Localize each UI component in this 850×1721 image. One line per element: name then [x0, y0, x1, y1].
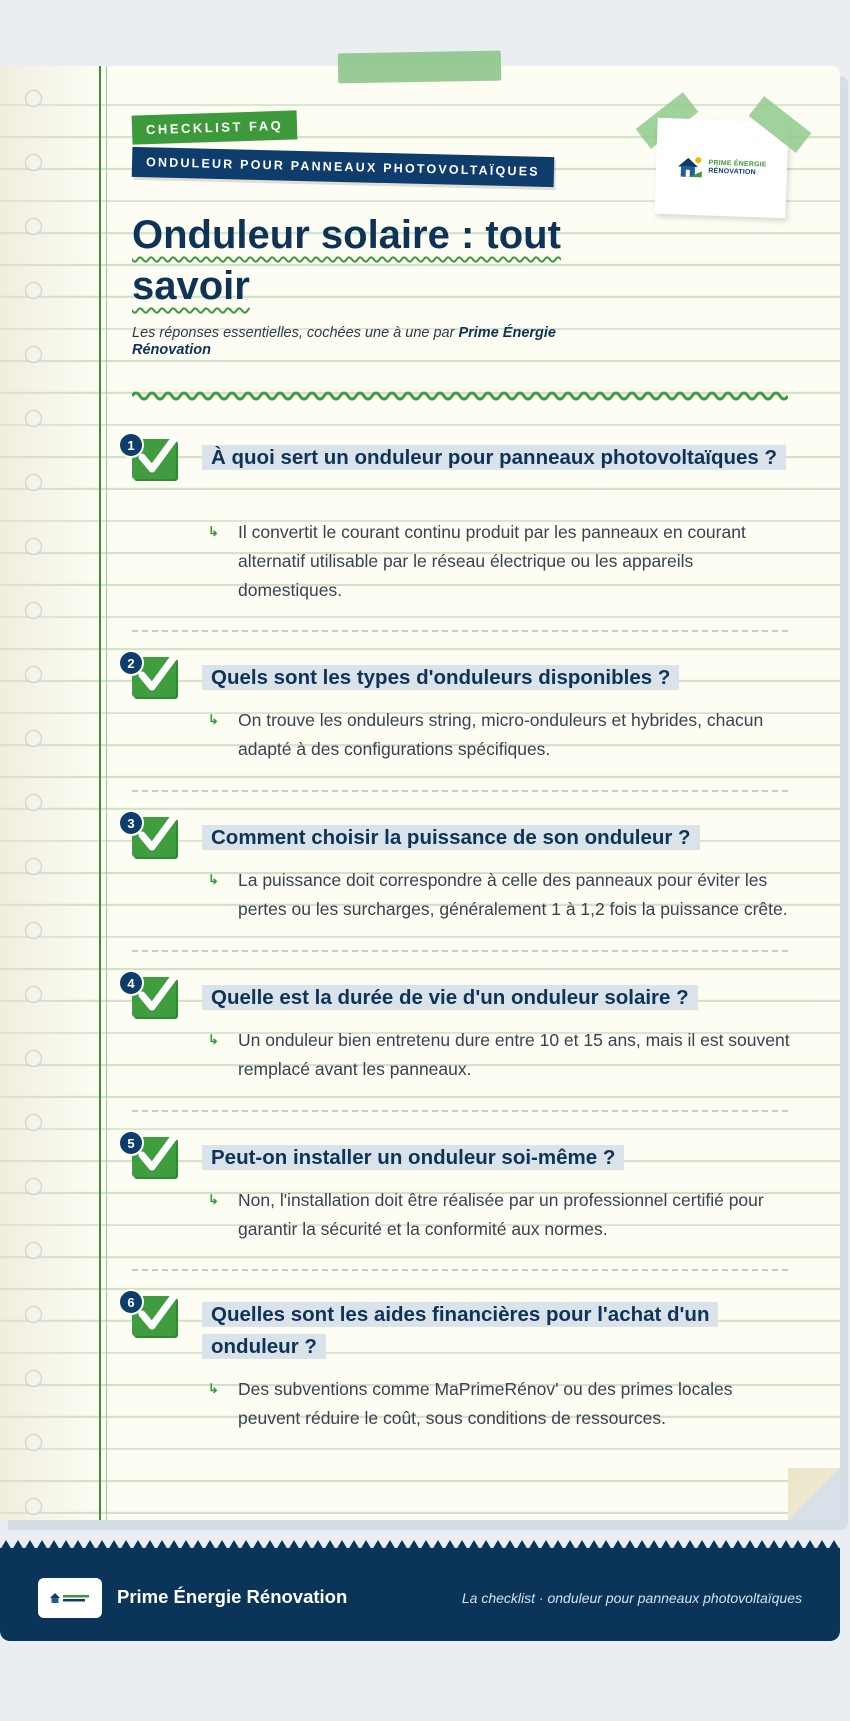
- answer-arrow-icon: ↳: [208, 524, 219, 539]
- footer-brand: Prime Énergie Rénovation: [117, 1586, 348, 1607]
- answer-arrow-icon: ↳: [208, 1032, 219, 1047]
- binder-hole: [25, 474, 42, 491]
- tag-topic: ONDULEUR POUR PANNEAUX PHOTOVOLTAÏQUES: [132, 147, 555, 187]
- binder-hole: [25, 1242, 42, 1259]
- binder-hole: [25, 1178, 42, 1195]
- subtitle-text: Les réponses essentielles, cochées une à une par: [132, 325, 459, 341]
- title-line-1: Onduleur solaire : tout: [132, 213, 561, 257]
- binder-hole: [25, 90, 42, 107]
- margin-line-secondary: [106, 66, 107, 1520]
- footer-logo: [38, 1578, 102, 1618]
- faq-question: [202, 982, 792, 1014]
- question-text: Quelles sont les aides financières pour l'achat d'un onduleur ?: [202, 1302, 718, 1359]
- dashed-separator: [132, 630, 788, 632]
- question-text: Comment choisir la puissance de son onduleur ?: [202, 825, 700, 850]
- binder-hole: [25, 602, 42, 619]
- tag-checklist-faq: CHECKLIST FAQ: [132, 110, 298, 144]
- answer-arrow-icon: ↳: [208, 1381, 219, 1396]
- footer-logo-icon: [48, 1591, 92, 1605]
- subtitle-brand: Prime Énergie Rénovation: [132, 325, 556, 358]
- binder-hole: [25, 730, 42, 747]
- question-text: Peut-on installer un onduleur soi-même ?: [202, 1145, 624, 1170]
- binder-hole: [25, 154, 42, 171]
- binder-hole: [25, 1370, 42, 1387]
- binder-hole: [25, 1306, 42, 1323]
- item-number-badge: 6: [118, 1289, 144, 1315]
- page-corner-fold: [788, 1468, 840, 1520]
- binder-hole: [25, 1050, 42, 1067]
- item-number-badge: 2: [118, 650, 144, 676]
- margin-line: [99, 66, 101, 1520]
- binder-hole: [25, 410, 42, 427]
- binder-hole: [25, 1434, 42, 1451]
- binder-hole: [25, 666, 42, 683]
- logo-text: [708, 160, 767, 178]
- question-text: Quelle est la durée de vie d'un onduleur solaire ?: [202, 985, 698, 1010]
- logo-line-2: RÉNOVATION: [708, 167, 756, 177]
- faq-answer: Non, l'installation doit être réalisée par un professionnel certifié pour garantir la sécurité et la conformité aux normes.: [238, 1190, 764, 1239]
- binder-hole: [25, 922, 42, 939]
- question-text: À quoi sert un onduleur pour panneaux photovoltaïques ?: [202, 445, 786, 470]
- binder-hole: [25, 218, 42, 235]
- question-text: Quels sont les types d'onduleurs disponibles ?: [202, 665, 679, 690]
- answer-arrow-icon: ↳: [208, 1192, 219, 1207]
- logo-line-1: PRIME ÉNERGIE: [708, 159, 767, 169]
- title-line-2: savoir: [132, 264, 250, 308]
- dashed-separator: [132, 950, 788, 952]
- binder-hole: [25, 1114, 42, 1131]
- item-number-badge: 1: [118, 432, 144, 458]
- page-title: [132, 210, 602, 312]
- faq-question: [202, 1299, 762, 1363]
- faq-answer: Il convertit le courant continu produit par les panneaux en courant alternatif utilisable par le réseau électrique ou les appareils domestiques.: [238, 522, 746, 600]
- house-solar-icon: [676, 154, 705, 179]
- dashed-separator: [132, 790, 788, 792]
- dashed-separator: [132, 1269, 788, 1271]
- faq-question: [202, 822, 792, 854]
- binder-hole: [25, 282, 42, 299]
- company-logo: [676, 154, 767, 181]
- binder-hole: [25, 858, 42, 875]
- faq-question: [202, 1142, 792, 1174]
- item-number-badge: 3: [118, 810, 144, 836]
- binder-hole: [25, 346, 42, 363]
- logo-card: [654, 118, 788, 219]
- answer-arrow-icon: ↳: [208, 872, 219, 887]
- faq-question: [202, 662, 792, 694]
- footer-tagline: La checklist · onduleur pour panneaux photovoltaïques: [461, 1590, 802, 1606]
- wavy-divider: [132, 388, 788, 404]
- binder-hole: [25, 1498, 42, 1515]
- binder-hole: [25, 986, 42, 1003]
- page-subtitle: [132, 325, 602, 359]
- answer-arrow-icon: ↳: [208, 712, 219, 727]
- faq-answer: Un onduleur bien entretenu dure entre 10 et 15 ans, mais il est souvent remplacé avant les panneaux.: [238, 1030, 790, 1079]
- faq-answer: La puissance doit correspondre à celle des panneaux pour éviter les pertes ou les surcharges, généralement 1 à 1,2 fois la puissance crête.: [238, 870, 788, 919]
- faq-answer: On trouve les onduleurs string, micro-onduleurs et hybrides, chacun adapté à des configurations spécifiques.: [238, 710, 764, 759]
- faq-question: [202, 442, 792, 474]
- item-number-badge: 4: [118, 970, 144, 996]
- binder-hole: [25, 538, 42, 555]
- item-number-badge: 5: [118, 1130, 144, 1156]
- tape-strip: [338, 51, 501, 84]
- dashed-separator: [132, 1110, 788, 1112]
- faq-answer: Des subventions comme MaPrimeRénov' ou des primes locales peuvent réduire le coût, sous conditions de ressources.: [238, 1379, 733, 1428]
- binder-hole: [25, 794, 42, 811]
